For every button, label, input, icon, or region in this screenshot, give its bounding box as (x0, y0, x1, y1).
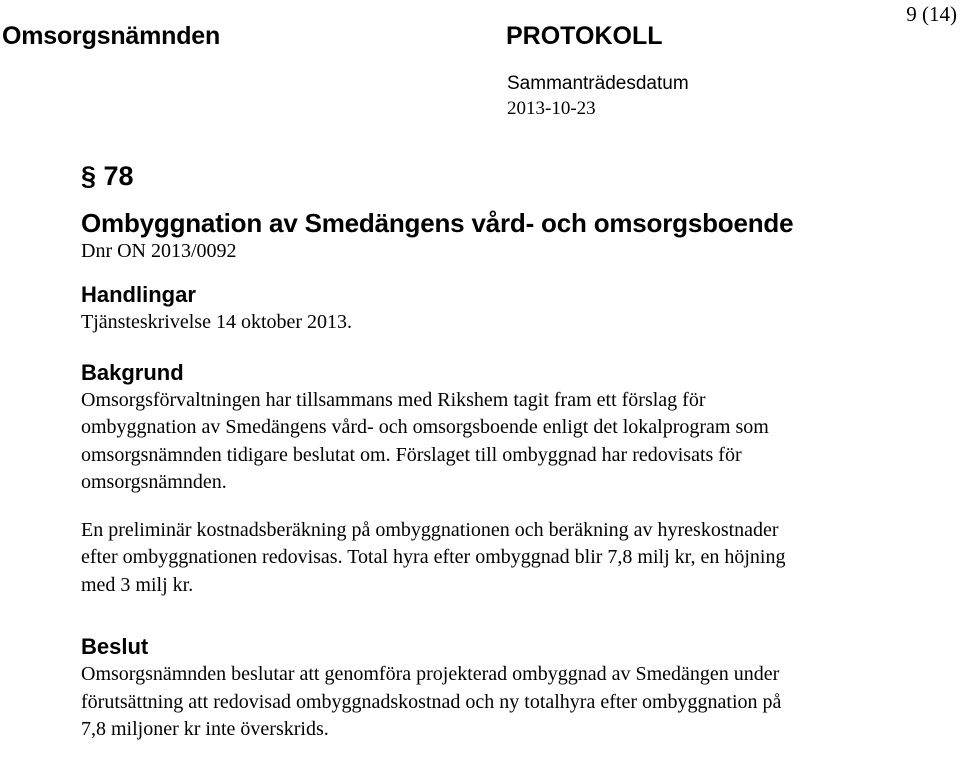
page-number: 9 (14) (906, 2, 957, 26)
paragraph-number: § 78 (81, 161, 134, 191)
document-type: PROTOKOLL (506, 22, 663, 50)
bakgrund-paragraph-2: En preliminär kostnadsberäkning på ombyggnationen och beräkning av hyreskostnader efter ombyggnationen redovisas. Total hyra efter ombyggnad blir 7,8 milj kr, en höjning med 3 milj kr. (81, 518, 786, 596)
beslut-text: Omsorgsnämnden beslutar att genomföra projekterad ombyggnad av Smedängen under förutsättning att redovisad ombyggnadskostnad och ny totalhyra efter ombyggnation på 7,8 miljoner kr inte överskrids. (81, 663, 782, 740)
handlingar-heading: Handlingar (81, 282, 196, 307)
bakgrund-heading: Bakgrund (81, 359, 184, 385)
diary-number: Dnr ON 2013/0092 (81, 240, 237, 262)
meeting-date-label: Sammanträdesdatum (507, 73, 689, 94)
organization-name: Omsorgsnämnden (2, 22, 221, 50)
handlingar-text: Tjänsteskrivelse 14 oktober 2013. (81, 311, 353, 333)
protocol-item (81, 158, 801, 744)
bakgrund-paragraph-1: Omsorgsförvaltningen har tillsammans med Rikshem tagit fram ett förslag för ombyggnation av Smedängens vård- och omsorgsboende enligt det lokalprogram som omsorgsnämnden tidigare beslutat om. Förslaget till ombyggnad har redovisats för omsorgsnämnden. (81, 388, 769, 493)
meeting-date: 2013-10-23 (507, 98, 596, 119)
item-title: Ombyggnation av Smedängens vård- och omsorgsboende (81, 208, 794, 238)
beslut-heading: Beslut (81, 634, 149, 659)
